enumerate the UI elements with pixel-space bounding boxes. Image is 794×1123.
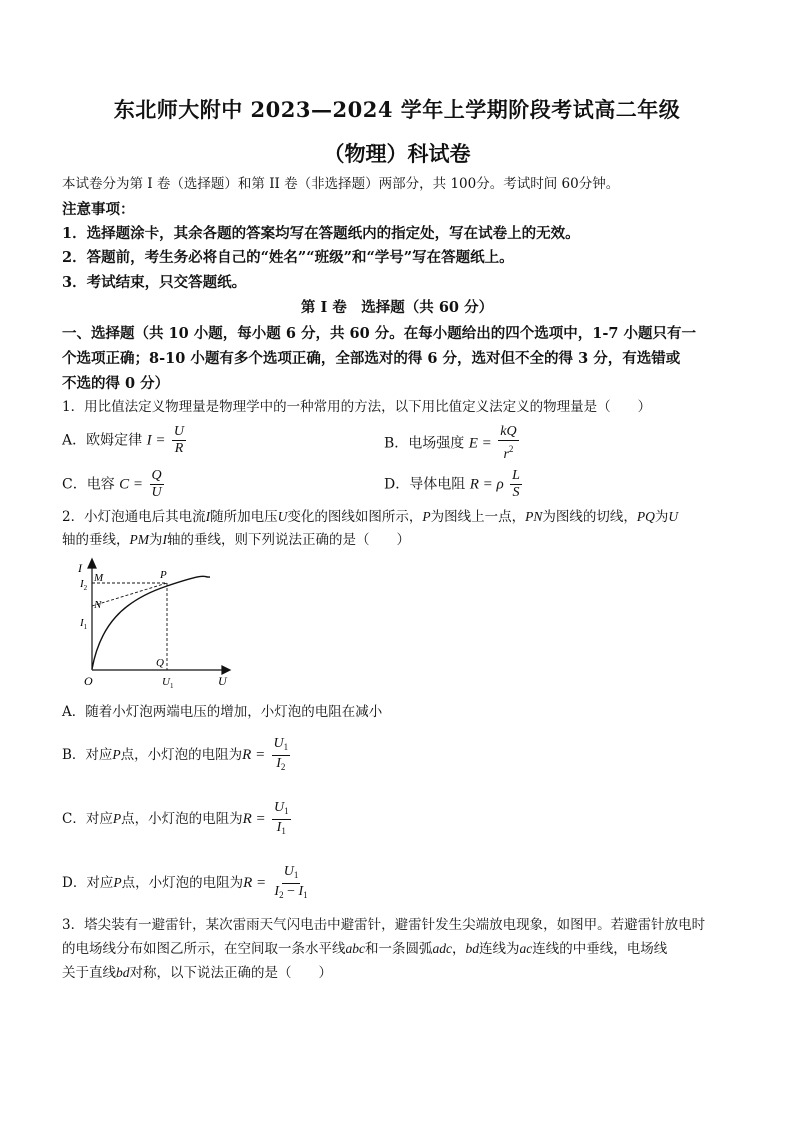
i-axis-arrow — [88, 559, 96, 568]
iu-graph — [72, 556, 232, 690]
q1-b-fraction: $\frac{kQ}{r^2}$ — [500, 424, 517, 462]
q2-option-a: A．随着小灯泡两端电压的增加，小灯泡的电阻在减小 — [62, 704, 383, 720]
note-item-3: 3．考试结束，只交答题纸。 — [62, 274, 247, 291]
graph-label-m: M — [94, 572, 104, 584]
q1-d-lhs: R = ρ — [469, 476, 504, 493]
graph-label-p: P — [160, 569, 167, 581]
section-instruction-line-2: 个选项正确；8-10 小题有多个选项正确，全部选对的得 6 分，选对但不全的得 3 分，有选错或 — [62, 350, 681, 367]
q1-b-lhs: E = — [468, 435, 492, 452]
q1-stem: 1．用比值法定义物理量是物理学中的一种常用的方法，以下用比值定义法定义的物理量是（ ） — [62, 399, 652, 415]
u-axis-arrow — [222, 666, 230, 674]
q2-stem-line-2: 轴的垂线，PM为I轴的垂线，则下列说法正确的是（ ） — [62, 532, 410, 548]
graph-label-origin: O — [84, 674, 93, 688]
q3-stem-line-1: 3．塔尖装有一避雷针，某次雷雨天气闪电击中避雷针，避雷针发生尖端放电现象，如图甲。若避雷针放电时 — [62, 917, 706, 933]
q2-option-b: B．对应P点，小灯泡的电阻为R = $\frac{U_1}{I_2}$ — [62, 736, 292, 775]
graph-label-i2: $I_2$ — [80, 578, 88, 592]
graph-label-q: Q — [156, 657, 164, 669]
q1-option-a: A．欧姆定律 I = $\frac{U}{R}$ — [62, 424, 185, 456]
q1-c-fraction: $\frac{Q}{U}$ — [151, 468, 162, 500]
graph-label-u-axis: U — [218, 674, 227, 688]
notes-heading: 注意事项： — [62, 201, 135, 218]
q1-a-lhs: I = — [146, 432, 166, 449]
q2-stem-line-1: 2．小灯泡通电后其电流I随所加电压U变化的图线如图所示，P为图线上一点，PN为图线的切线，PQ为U — [62, 509, 679, 525]
graph-label-i-axis: I — [78, 561, 82, 575]
tangent-pn — [92, 583, 167, 606]
section-instruction-line-1: 一、选择题（共 10 小题，每小题 6 分，共 60 分。在每小题给出的四个选项中，1-7 小题只有一 — [62, 325, 696, 342]
q1-a-fraction: $\frac{U}{R}$ — [173, 424, 185, 456]
exam-subtitle: （物理）科试卷 — [323, 141, 471, 166]
q2-option-d: D．对应P点，小灯泡的电阻为R = $\frac{U_1}{I_2 - I_1}$ — [62, 864, 312, 903]
exam-intro: 本试卷分为第 I 卷（选择题）和第 II 卷（非选择题）两部分，共 100分。考试时间 60分钟。 — [62, 176, 620, 192]
graph-label-i1: $I_1$ — [80, 617, 88, 631]
q2-d-fraction: $\frac{U_1}{I_2 - I_1}$ — [274, 864, 308, 900]
q1-c-lhs: C = — [119, 476, 144, 493]
q2-c-fraction: $\frac{U_1}{I_1}$ — [273, 800, 289, 836]
exam-title: 东北师大附中 2023—2024 学年上学期阶段考试高二年级 — [113, 97, 681, 122]
section-instruction-line-3: 不选的得 0 分） — [62, 375, 170, 392]
section-heading: 第 I 卷 选择题（共 60 分） — [300, 299, 494, 316]
q1-option-c: C．电容 C = $\frac{Q}{U}$ — [62, 468, 162, 500]
q1-option-d: D．导体电阻 R = ρ $\frac{L}{S}$ — [384, 468, 520, 500]
q1-option-b: B．电场强度 E = $\frac{kQ}{r^2}$ — [384, 424, 517, 462]
iu-curve — [92, 576, 210, 669]
q1-d-fraction: $\frac{L}{S}$ — [512, 468, 520, 500]
q2-b-fraction: $\frac{U_1}{I_2}$ — [273, 736, 289, 772]
q3-stem-line-2: 的电场线分布如图乙所示，在空间取一条水平线abc和一条圆弧adc，bd连线为ac连线的中垂线，电场线 — [62, 941, 668, 957]
q2-option-c: C．对应P点，小灯泡的电阻为R = $\frac{U_1}{I_1}$ — [62, 800, 293, 839]
graph-label-u1: $U_1$ — [162, 676, 174, 690]
note-item-2: 2．答题前，考生务必将自己的“姓名”“班级”和“学号”写在答题纸上。 — [62, 249, 514, 266]
graph-label-n: N — [94, 599, 102, 611]
q3-stem-line-3: 关于直线bd对称，以下说法正确的是（ ） — [62, 965, 332, 981]
note-item-1: 1．选择题涂卡，其余各题的答案均写在答题纸内的指定处，写在试卷上的无效。 — [62, 225, 580, 242]
